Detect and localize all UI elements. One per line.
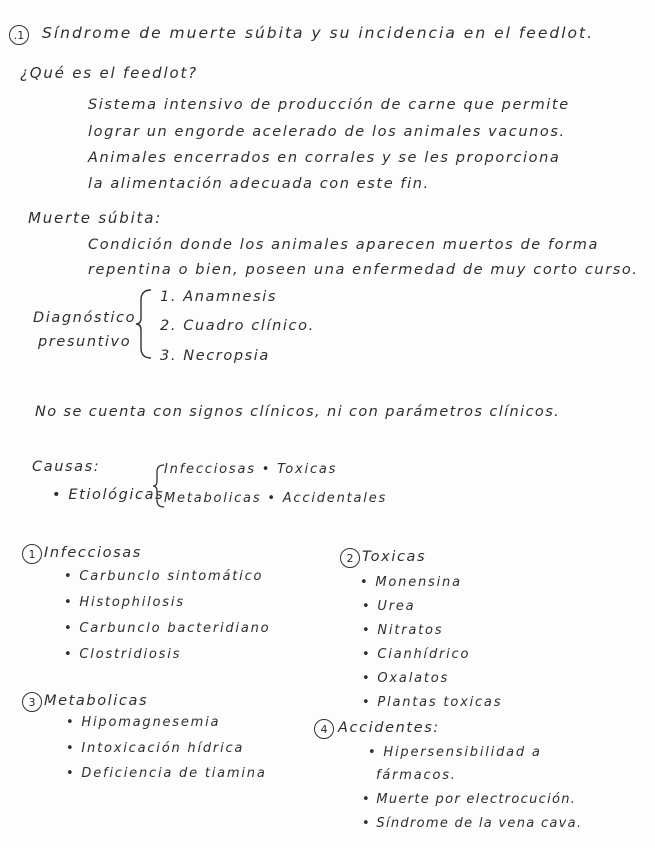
list-item: • Hipomagnesemia xyxy=(66,715,221,730)
section-title: Infecciosas xyxy=(44,545,142,561)
definition-line: lograr un engorde acelerado de los animales vacunos. xyxy=(88,124,566,140)
causes-label: Causas: xyxy=(32,459,101,475)
diagnosis-item: 3. Necropsia xyxy=(160,348,270,364)
list-item: • Síndrome de la vena cava. xyxy=(362,816,583,831)
definition-line: Sistema intensivo de producción de carne que permite xyxy=(88,97,570,113)
feedlot-question: ¿Qué es el feedlot? xyxy=(20,64,198,82)
etiologic-label: • Etiológicas xyxy=(52,487,165,503)
list-item: • Carbunclo bacteridiano xyxy=(64,621,271,636)
causes-row: Metabolicas • Accidentales xyxy=(164,491,388,506)
section-number: 1 xyxy=(22,544,42,564)
list-item: • Histophilosis xyxy=(64,595,185,610)
page-title: Síndrome de muerte súbita y su incidencia en el feedlot. xyxy=(42,24,595,42)
section-title: Metabolicas xyxy=(44,693,149,709)
list-item: • Intoxicación hídrica xyxy=(66,741,245,756)
list-item: • Deficiencia de tiamina xyxy=(66,766,267,781)
brace-icon xyxy=(135,288,157,360)
sudden-death-line: repentina o bien, poseen una enfermedad de muy corto curso. xyxy=(88,262,639,278)
list-item: • Monensina xyxy=(360,575,462,590)
causes-row: Infecciosas • Toxicas xyxy=(164,462,338,477)
clinical-note: No se cuenta con signos clínicos, ni con parámetros clínicos. xyxy=(35,404,561,420)
section-number: 2 xyxy=(340,548,360,568)
definition-line: Animales encerrados en corrales y se les proporciona xyxy=(88,150,561,166)
diagnosis-item: 1. Anamnesis xyxy=(160,289,278,305)
list-item: • Cianhídrico xyxy=(362,647,471,662)
diagnosis-item: 2. Cuadro clínico. xyxy=(160,318,315,334)
list-item: • Carbunclo sintomático xyxy=(64,569,264,584)
list-item: • Plantas toxicas xyxy=(362,695,503,710)
section-title: Toxicas xyxy=(362,549,427,565)
sudden-death-line: Condición donde los animales aparecen muertos de forma xyxy=(88,237,599,253)
definition-line: la alimentación adecuada con este fin. xyxy=(88,176,430,192)
list-item: • Hipersensibilidad a xyxy=(368,745,542,760)
list-item: • Oxalatos xyxy=(362,671,450,686)
heading-number: .1 xyxy=(9,25,29,45)
list-item: fármacos. xyxy=(376,768,457,783)
list-item: • Muerte por electrocución. xyxy=(362,792,577,807)
section-number: 3 xyxy=(22,692,42,712)
section-number: 4 xyxy=(314,719,334,739)
section-title: Accidentes: xyxy=(338,720,440,736)
list-item: • Clostridiosis xyxy=(64,647,182,662)
list-item: • Nitratos xyxy=(362,623,444,638)
sudden-death-label: Muerte súbita: xyxy=(28,209,163,227)
list-item: • Urea xyxy=(362,599,416,614)
diagnosis-label: presuntivo xyxy=(38,334,132,350)
diagnosis-label: Diagnóstico xyxy=(33,310,137,326)
